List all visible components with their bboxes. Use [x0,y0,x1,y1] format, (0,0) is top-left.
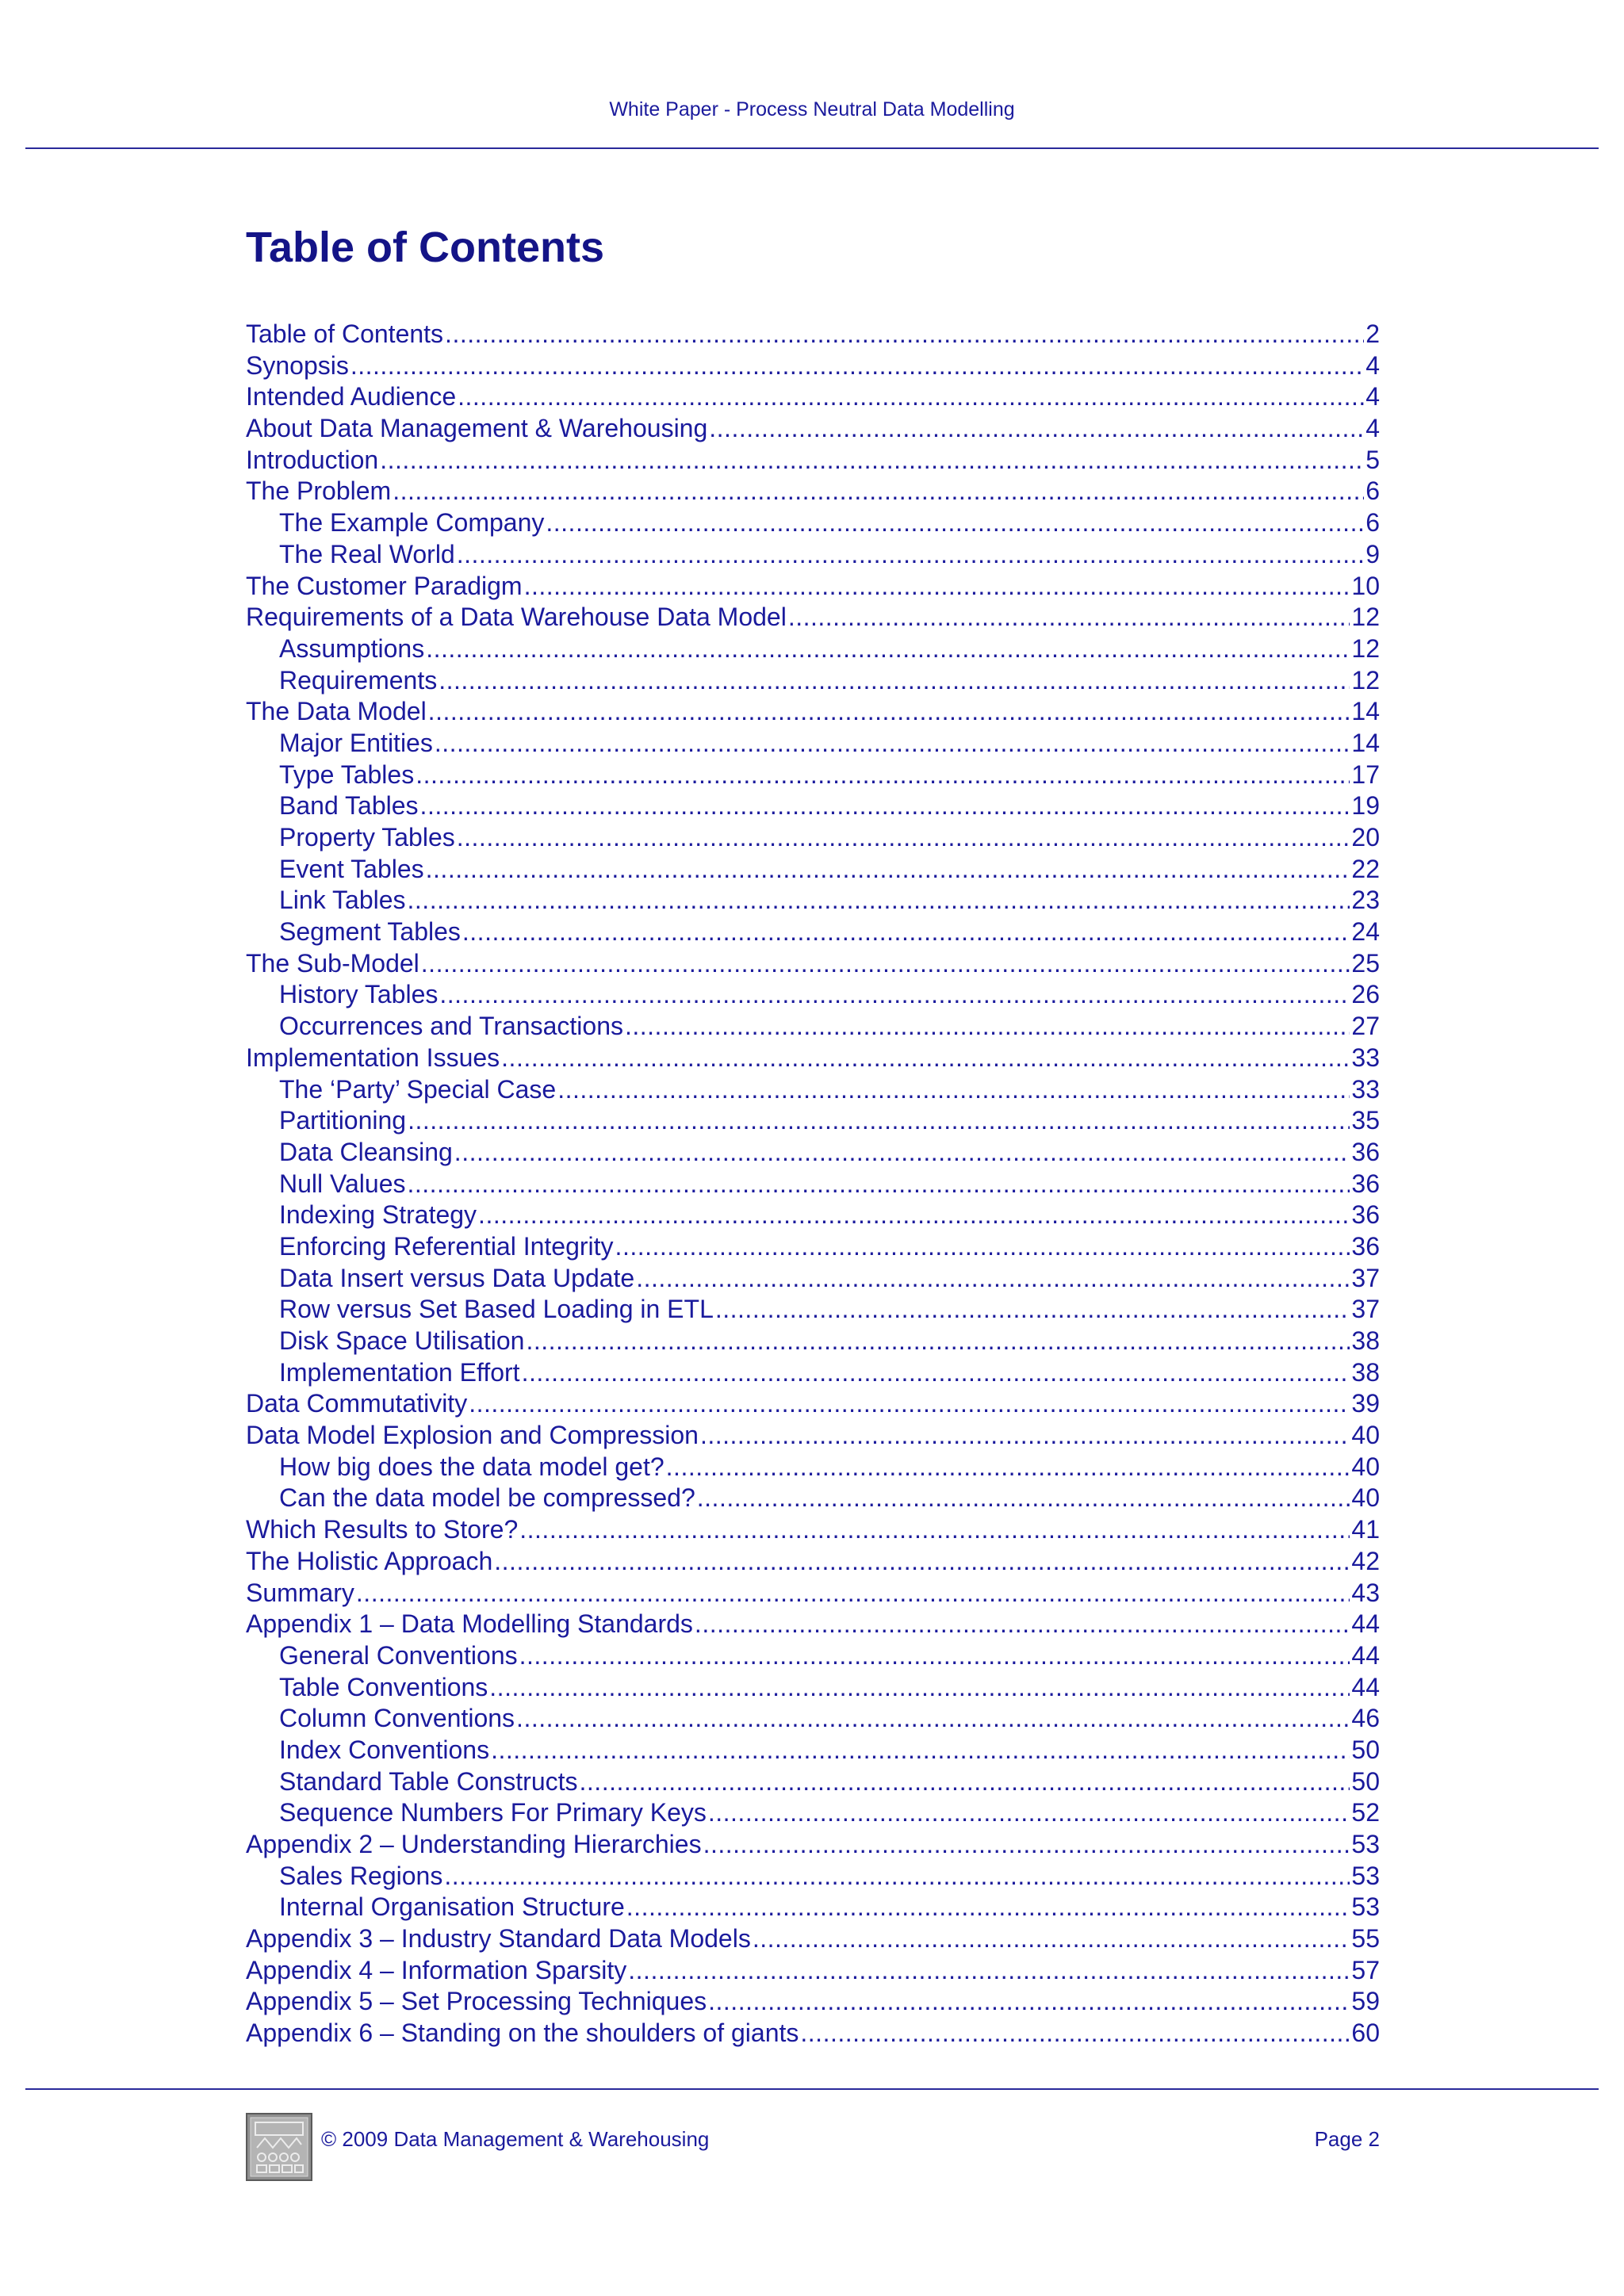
toc-dot-leader [524,571,1350,603]
toc-entry-page: 2 [1365,320,1380,348]
toc-entry-page: 50 [1351,1766,1380,1796]
toc-dot-leader [457,822,1350,854]
toc-entry-page: 44 [1351,1672,1380,1701]
toc-entry[interactable] [246,1388,1380,1420]
toc-entry-page: 43 [1351,1578,1380,1607]
toc-entry[interactable] [246,1011,1380,1043]
toc-entry[interactable] [246,948,1380,980]
toc-entry[interactable] [246,1200,1380,1231]
toc-entry[interactable] [246,916,1380,948]
toc-dot-leader [356,1578,1350,1609]
toc-entry[interactable] [246,1294,1380,1326]
toc-entry[interactable] [246,1766,1380,1798]
toc-entry-page: 40 [1351,1421,1380,1450]
toc-entry[interactable] [246,1546,1380,1578]
toc-entry-title: Appendix 1 – Data Modelling Standards [246,1609,693,1639]
toc-entry[interactable] [246,571,1380,603]
toc-entry[interactable] [246,1609,1380,1640]
toc-entry-title: Which Results to Store? [246,1515,519,1544]
toc-entry-page: 55 [1351,1924,1380,1954]
toc-entry-title: Appendix 3 – Industry Standard Data Models [246,1924,751,1954]
toc-entry[interactable] [246,1986,1380,2018]
toc-entry[interactable] [246,1137,1380,1169]
header-rule [25,147,1599,149]
toc-entry[interactable] [246,1105,1380,1137]
toc-entry[interactable] [246,1672,1380,1704]
toc-dot-leader [546,507,1364,539]
toc-dot-leader [426,854,1350,886]
toc-entry[interactable] [246,381,1380,413]
toc-entry-title: The ‘Party’ Special Case [279,1074,557,1104]
toc-entry[interactable] [246,2018,1380,2049]
toc-entry-title: Appendix 2 – Understanding Hierarchies [246,1830,702,1858]
toc-entry-page: 14 [1351,697,1380,726]
toc-entry[interactable] [246,350,1380,382]
toc-entry-page: 4 [1365,350,1380,380]
toc-entry-title: Partitioning [279,1106,407,1135]
toc-dot-leader [628,1955,1350,1987]
toc-entry-title: Internal Organisation Structure [279,1892,625,1922]
toc-entry[interactable] [246,476,1380,507]
toc-entry-page: 25 [1351,948,1380,978]
toc-entry[interactable] [246,319,1380,350]
toc-dot-leader [708,1986,1350,2018]
toc-entry-page: 20 [1351,823,1380,851]
toc-dot-leader [428,696,1350,728]
toc-entry-page: 53 [1351,1892,1380,1922]
toc-dot-leader [519,1514,1350,1546]
toc-dot-leader [408,1105,1350,1137]
toc-entry[interactable] [246,1263,1380,1295]
toc-entry[interactable] [246,602,1380,633]
toc-entry-page: 22 [1351,854,1380,883]
toc-entry-page: 36 [1351,1231,1380,1261]
toc-dot-leader [420,790,1350,822]
toc-dot-leader [435,728,1350,760]
toc-entry[interactable] [246,445,1380,476]
toc-dot-leader [700,1420,1350,1452]
toc-dot-leader [393,476,1364,507]
toc-entry[interactable] [246,1074,1380,1106]
toc-dot-leader [522,1357,1350,1389]
toc-entry[interactable] [246,1955,1380,1987]
toc-entry-page: 12 [1351,665,1380,695]
toc-entry-page: 23 [1351,886,1380,915]
toc-entry-title: The Sub-Model [246,948,419,978]
toc-dot-leader [695,1609,1350,1640]
toc-heading: Table of Contents [246,224,604,271]
toc-entry-title: Segment Tables [279,917,461,947]
toc-entry-page: 4 [1365,414,1380,443]
toc-entry[interactable] [246,1578,1380,1609]
toc-entry-page: 17 [1351,760,1380,789]
toc-entry-title: Occurrences and Transactions [279,1012,623,1041]
footer-copyright: © 2009 Data Management & Warehousing [321,2127,710,2151]
company-logo-icon [246,2113,312,2181]
toc-entry-page: 52 [1351,1798,1380,1827]
toc-dot-leader [580,1766,1350,1798]
toc-entry-page: 41 [1351,1515,1380,1544]
toc-entry-title: Synopsis [246,350,349,380]
toc-dot-leader [697,1483,1350,1514]
toc-entry-title: Data Insert versus Data Update [279,1263,635,1292]
toc-entry-page: 37 [1351,1263,1380,1292]
toc-dot-leader [416,760,1350,791]
toc-entry[interactable] [246,1231,1380,1263]
toc-entry-title: Summary [246,1578,354,1607]
toc-entry[interactable] [246,1169,1380,1200]
toc-entry[interactable] [246,979,1380,1011]
header-title: White Paper - Process Neutral Data Modelling [609,98,1015,121]
toc-entry-page: 39 [1351,1389,1380,1418]
toc-entry-title: Table Conventions [279,1672,488,1701]
toc-entry-title: Implementation Effort [279,1357,520,1387]
toc-entry-title: Property Tables [279,823,455,851]
toc-dot-leader [625,1011,1350,1043]
toc-entry-page: 10 [1351,571,1380,600]
toc-entry[interactable] [246,413,1380,445]
toc-dot-leader [491,1735,1350,1766]
toc-entry-page: 24 [1351,917,1380,947]
toc-entry-title: Appendix 5 – Set Processing Techniques [246,1987,707,2016]
toc-entry[interactable] [246,1514,1380,1546]
toc-entry-page: 12 [1351,603,1380,632]
toc-dot-leader [454,1137,1350,1169]
toc-dot-leader [478,1200,1350,1231]
toc-entry[interactable] [246,539,1380,571]
toc-dot-leader [708,1797,1350,1829]
toc-dot-leader [636,1263,1350,1295]
toc-entry-page: 6 [1365,508,1380,538]
toc-dot-leader [753,1923,1350,1955]
toc-entry-title: Null Values [279,1169,406,1198]
toc-entry-page: 42 [1351,1546,1380,1575]
toc-entry-title: General Conventions [279,1640,518,1670]
toc-entry[interactable] [246,1326,1380,1357]
footer-page-number: Page 2 [1314,2127,1380,2151]
toc-dot-leader [421,948,1350,980]
toc-entry-page: 40 [1351,1452,1380,1481]
toc-dot-leader [444,1861,1350,1892]
footer-rule [25,2088,1599,2090]
toc-entry-title: The Customer Paradigm [246,571,523,600]
toc-entry[interactable] [246,696,1380,728]
toc-dot-leader [457,539,1364,571]
toc-entry-page: 50 [1351,1735,1380,1764]
toc-entry-page: 37 [1351,1295,1380,1324]
toc-dot-leader [350,350,1364,382]
toc-entry-page: 44 [1351,1609,1380,1639]
toc-dot-leader [458,381,1364,413]
toc-dot-leader [557,1074,1350,1106]
toc-entry[interactable] [246,1735,1380,1766]
toc-entry-title: Introduction [246,445,379,474]
toc-list [246,319,1380,2049]
toc-entry-title: How big does the data model get? [279,1452,665,1481]
toc-entry-title: The Real World [279,539,455,568]
toc-entry[interactable] [246,1420,1380,1452]
toc-entry-page: 60 [1351,2019,1380,2048]
toc-entry[interactable] [246,854,1380,886]
toc-entry-title: The Example Company [279,508,545,538]
toc-entry-page: 33 [1351,1043,1380,1072]
toc-entry-title: About Data Management & Warehousing [246,414,708,443]
toc-entry[interactable] [246,665,1380,697]
toc-entry[interactable] [246,1923,1380,1955]
toc-dot-leader [715,1294,1350,1326]
toc-dot-leader [445,319,1364,350]
toc-entry-title: Requirements of a Data Warehouse Data Model [246,603,787,632]
toc-dot-leader [380,445,1364,476]
toc-entry-page: 36 [1351,1200,1380,1230]
toc-entry-page: 12 [1351,633,1380,663]
toc-entry[interactable] [246,507,1380,539]
toc-entry-title: Appendix 6 – Standing on the shoulders of giants [246,2019,799,2048]
toc-dot-leader [439,979,1350,1011]
toc-entry-title: Enforcing Referential Integrity [279,1231,614,1261]
toc-entry-title: Data Cleansing [279,1137,453,1166]
toc-dot-leader [439,665,1350,697]
toc-entry-title: Band Tables [279,791,419,821]
toc-entry-page: 33 [1351,1074,1380,1104]
toc-entry[interactable] [246,1797,1380,1829]
toc-dot-leader [788,602,1350,633]
toc-entry-page: 6 [1365,476,1380,506]
toc-entry[interactable] [246,1043,1380,1074]
toc-entry-title: Major Entities [279,728,433,757]
toc-entry-page: 53 [1351,1861,1380,1890]
toc-entry-title: Data Commutativity [246,1389,468,1418]
toc-entry-title: The Problem [246,476,392,506]
toc-entry-title: Table of Contents [246,320,444,348]
toc-entry-page: 36 [1351,1169,1380,1198]
toc-entry[interactable] [246,822,1380,854]
toc-entry-title: Requirements [279,665,438,695]
toc-entry-title: Appendix 4 – Information Sparsity [246,1955,627,1984]
toc-dot-leader [526,1326,1350,1357]
toc-entry-title: Indexing Strategy [279,1200,477,1230]
toc-entry-title: Type Tables [279,760,415,789]
toc-entry[interactable] [246,1703,1380,1735]
toc-dot-leader [615,1231,1350,1263]
toc-entry-title: Disk Space Utilisation [279,1326,525,1355]
toc-entry-page: 35 [1351,1106,1380,1135]
toc-entry[interactable] [246,1829,1380,1861]
toc-dot-leader [407,1169,1350,1200]
toc-dot-leader [501,1043,1350,1074]
toc-dot-leader [489,1672,1350,1704]
toc-entry[interactable] [246,728,1380,760]
toc-dot-leader [703,1829,1350,1861]
toc-entry-title: Column Conventions [279,1704,515,1733]
toc-entry-title: Sales Regions [279,1861,443,1890]
toc-entry[interactable] [246,760,1380,791]
toc-dot-leader [469,1388,1350,1420]
toc-entry-title: Event Tables [279,854,424,883]
toc-entry-page: 36 [1351,1137,1380,1166]
toc-entry[interactable] [246,790,1380,822]
toc-dot-leader [519,1640,1350,1672]
toc-entry[interactable] [246,1483,1380,1514]
toc-entry-title: Index Conventions [279,1735,490,1764]
toc-entry-page: 14 [1351,728,1380,757]
toc-entry-page: 38 [1351,1357,1380,1387]
toc-dot-leader [666,1452,1350,1483]
toc-entry[interactable] [246,1452,1380,1483]
toc-entry-page: 40 [1351,1483,1380,1513]
toc-entry-page: 27 [1351,1012,1380,1041]
toc-dot-leader [800,2018,1350,2049]
toc-entry-page: 38 [1351,1326,1380,1355]
toc-entry-page: 59 [1351,1987,1380,2016]
toc-entry-page: 4 [1365,382,1380,411]
toc-entry-title: Can the data model be compressed? [279,1483,695,1513]
toc-dot-leader [462,916,1350,948]
toc-entry-page: 9 [1365,539,1380,568]
toc-entry[interactable] [246,1640,1380,1672]
toc-dot-leader [516,1703,1350,1735]
toc-entry[interactable] [246,885,1380,916]
toc-entry-page: 53 [1351,1830,1380,1858]
toc-entry-title: The Data Model [246,697,427,726]
toc-entry-title: Sequence Numbers For Primary Keys [279,1798,707,1827]
toc-entry-title: Link Tables [279,886,406,915]
toc-entry[interactable] [246,633,1380,665]
toc-entry-page: 44 [1351,1640,1380,1670]
toc-dot-leader [426,633,1350,665]
toc-entry-title: Intended Audience [246,382,457,411]
toc-entry-title: Data Model Explosion and Compression [246,1421,699,1450]
toc-entry[interactable] [246,1861,1380,1892]
toc-entry-title: Implementation Issues [246,1043,500,1072]
toc-entry-page: 19 [1351,791,1380,821]
toc-dot-leader [494,1546,1350,1578]
toc-entry-title: Row versus Set Based Loading in ETL [279,1295,714,1324]
toc-entry-title: The Holistic Approach [246,1546,493,1575]
toc-entry-page: 26 [1351,980,1380,1009]
toc-entry-title: Assumptions [279,633,425,663]
toc-dot-leader [709,413,1364,445]
toc-entry[interactable] [246,1357,1380,1389]
toc-entry-page: 46 [1351,1704,1380,1733]
toc-entry[interactable] [246,1892,1380,1923]
toc-entry-page: 5 [1365,445,1380,474]
toc-dot-leader [626,1892,1350,1923]
toc-entry-title: Standard Table Constructs [279,1766,578,1796]
toc-dot-leader [408,885,1350,916]
toc-entry-page: 57 [1351,1955,1380,1984]
toc-entry-title: History Tables [279,980,439,1009]
